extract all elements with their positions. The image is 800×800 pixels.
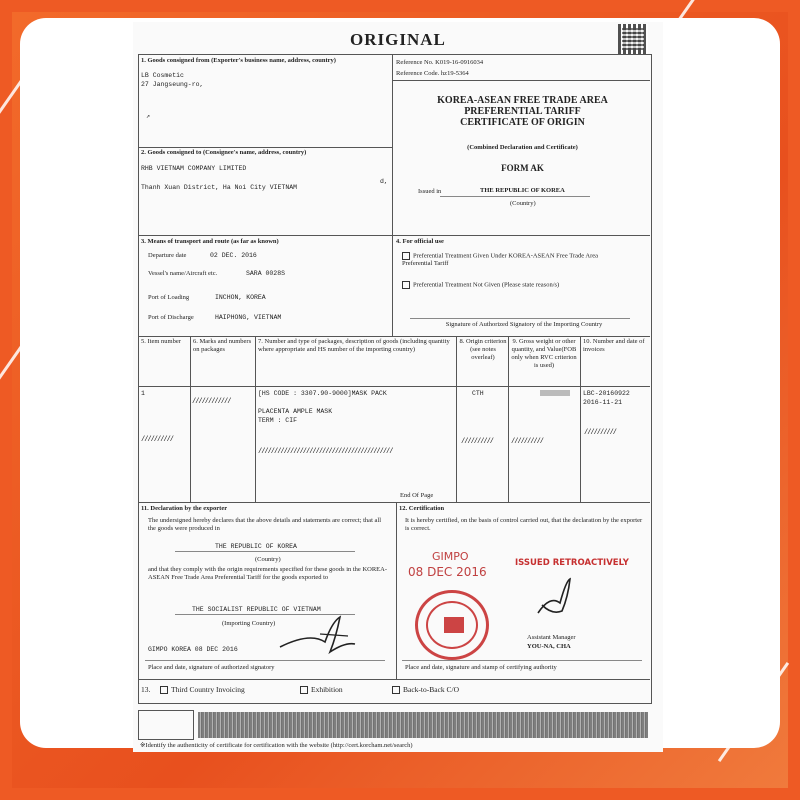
header-line-1: KOREA-ASEAN FREE TRADE AREA: [437, 95, 608, 106]
qr-code: [618, 24, 648, 54]
importing-signatory-caption: Signature of Authorized Signatory of the Importing Country: [445, 321, 603, 328]
exporter-name: LB Cosmetic: [141, 72, 184, 79]
reference-number: Reference No. K019-16-0916034: [396, 59, 484, 66]
col-description: 7. Number and type of packages, description of goods (including quantity where appropriate and HS number of the importing country): [258, 338, 450, 353]
stamp-date: 08 DEC 2016: [408, 565, 487, 579]
consignee-address: Thanh Xuan District, Ha Noi City VIETNAM: [141, 184, 298, 191]
importing-country: THE SOCIALIST REPUBLIC OF VIETNAM: [192, 606, 321, 613]
end-of-page: End Of Page: [400, 492, 434, 499]
checkbox-third-country[interactable]: [160, 686, 168, 694]
checkbox-preferential-not-given[interactable]: [402, 281, 410, 289]
invoice-number: LBC-20160922: [583, 390, 630, 397]
exporter-footer: Place and date, signature of authorized signatory: [148, 664, 275, 671]
box11-label: 11. Declaration by the exporter: [141, 505, 228, 512]
certifier-title: Assistant Manager: [527, 634, 576, 641]
box2-label: 2. Goods consigned to (Consignee's name, address, country): [141, 149, 307, 156]
issued-in-label: Issued in: [418, 188, 442, 195]
hs-code: [HS CODE : 3307.90-9000]MASK PACK: [258, 390, 387, 397]
country-caption: (Country): [510, 200, 536, 207]
col-origin-criterion: 8. Origin criterion (see notes overleaf): [459, 338, 507, 361]
exporter-place-date: GIMPO KOREA 08 DEC 2016: [148, 646, 238, 653]
combined-caption: (Combined Declaration and Certificate): [467, 144, 578, 151]
authenticity-footnote: ※Identify the authenticity of certificate for certification with the website (http://cert.korcham.net/search): [140, 742, 413, 749]
stamp-city: GIMPO: [432, 550, 469, 563]
col-item-number: 5. Item number: [141, 338, 181, 345]
exporter-address: 27 Jangseung-ro,: [141, 81, 204, 88]
checkbox-back-to-back[interactable]: [392, 686, 400, 694]
issued-country: THE REPUBLIC OF KOREA: [480, 187, 565, 194]
producing-country: THE REPUBLIC OF KOREA: [215, 543, 297, 550]
box3-label: 3. Means of transport and route (as far as known): [141, 238, 279, 245]
bottom-left-box: [138, 710, 194, 740]
box1-label: 1. Goods consigned from (Exporter's business name, address, country): [141, 57, 336, 64]
invoice-date: 2016-11-21: [583, 399, 623, 406]
origin-criterion: CTH: [472, 390, 484, 397]
departure-date: 02 DEC. 2016: [210, 252, 257, 259]
header-line-3: CERTIFICATE OF ORIGIN: [460, 117, 585, 128]
header-line-2: PREFERENTIAL TARIFF: [464, 106, 581, 117]
exporter-signature: [270, 612, 360, 662]
redacted-weight: [540, 390, 570, 396]
product-name: PLACENTA AMPLE MASK: [258, 408, 333, 415]
item-number: 1: [141, 390, 145, 397]
certifier-signature: [530, 575, 580, 620]
consignee-name: RHB VIETNAM COMPANY LIMITED: [141, 165, 247, 172]
box12-label: 12. Certification: [399, 505, 445, 512]
vessel-name: SARA 0028S: [246, 270, 286, 277]
col-marks: 6. Marks and numbers on packages: [193, 338, 252, 353]
certifier-footer: Place and date, signature and stamp of certifying authority: [405, 664, 557, 671]
form-ak: FORM AK: [501, 163, 544, 173]
checkbox-preferential-given[interactable]: [402, 252, 410, 260]
redacted-barcode: [198, 712, 648, 738]
col-invoices: 10. Number and date of invoices: [583, 338, 645, 353]
term: TERM : CIF: [258, 417, 298, 424]
certifier-name: YOU-NA, CHA: [527, 643, 571, 650]
reference-code: Reference Code. hz19-5364: [396, 70, 469, 77]
checkbox-exhibition[interactable]: [300, 686, 308, 694]
issued-retroactively-stamp: ISSUED RETROACTIVELY: [515, 558, 629, 568]
col-gross-weight: 9. Gross weight or other quantity, and Value(FOB only when RVC criterion is used): [511, 338, 577, 369]
chamber-seal: [415, 590, 489, 660]
marks-value: ////////////: [192, 398, 231, 406]
port-of-discharge: HAIPHONG, VIETNAM: [215, 314, 282, 321]
box4-label: 4. For official use: [396, 238, 444, 245]
port-of-loading: INCHON, KOREA: [215, 294, 266, 301]
document-title: ORIGINAL: [350, 30, 446, 49]
